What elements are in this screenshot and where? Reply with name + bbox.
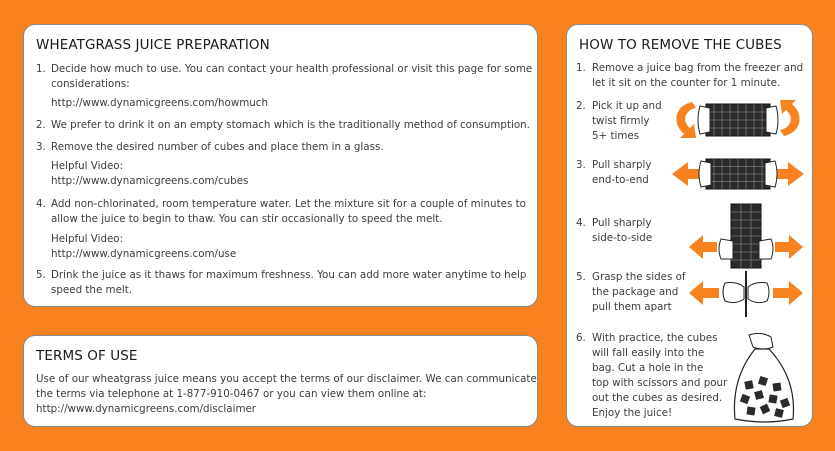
step-number: 3. [36, 141, 46, 153]
step-link[interactable]: Helpful Video: http://www.dynamicgreens.com/use [51, 233, 237, 260]
right-hand-icon [748, 283, 769, 303]
step-text: Pull sharply end-to-end [592, 159, 652, 186]
step-link[interactable]: http://www.dynamicgreens.com/howmuch [51, 97, 268, 109]
left-hand-icon [723, 283, 744, 303]
preparation-title: WHEATGRASS JUICE PREPARATION [36, 37, 270, 53]
right-hand-icon [765, 161, 777, 187]
left-hand-icon [699, 161, 711, 187]
terms-title: TERMS OF USE [36, 348, 138, 364]
step-number: 2. [576, 100, 586, 112]
arrow-right-icon [775, 235, 803, 259]
removal-card [566, 24, 813, 427]
step-number: 5. [576, 271, 586, 283]
arrow-right-icon [773, 281, 803, 305]
step-text: Pick it up and twist firmly 5+ times [592, 100, 662, 142]
step-number: 1. [576, 62, 586, 74]
arrow-left-icon [689, 235, 717, 259]
step-text: Add non-chlorinated, room temperature water. Let the mixture sit for a couple of minutes to allow the juice to begin to thaw. You can stir occasionally to speed the melt. [51, 198, 526, 225]
bag-with-cubes-illustration [727, 333, 801, 425]
step-text: We prefer to drink it on an empty stomach which is the traditionally method of consumption. [51, 119, 530, 131]
step-number: 2. [36, 119, 46, 131]
step-number: 6. [576, 332, 586, 344]
left-hand-icon [698, 106, 710, 134]
step-text: With practice, the cubes will fall easily into the bag. Cut a hole in the top with scissors and pour out the cubes as desired. Enjoy the juice! [592, 332, 728, 419]
preparation-card [23, 24, 538, 307]
right-hand-icon [766, 106, 778, 134]
step-link[interactable]: Helpful Video: http://www.dynamicgreens.com/cubes [51, 160, 249, 187]
step-number: 1. [36, 63, 46, 75]
step-number: 4. [36, 198, 46, 210]
step-number: 4. [576, 217, 586, 229]
terms-card [23, 335, 538, 427]
end-to-end-illustration [670, 154, 806, 194]
step-text: Grasp the sides of the package and pull them apart [592, 271, 686, 313]
arrow-left-icon [672, 162, 700, 186]
twist-arrow-right-icon [780, 100, 800, 136]
step-text: Decide how much to use. You can contact your health professional or visit this page for some considerations: [51, 63, 533, 90]
step-text: Pull sharply side-to-side [592, 217, 653, 244]
left-hand-icon [719, 239, 733, 259]
step-text: Drink the juice as it thaws for maximum freshness. You can add more water anytime to help speed the melt. [51, 269, 527, 296]
twist-arrow-left-icon [676, 102, 696, 138]
step-number: 5. [36, 269, 46, 281]
arrow-left-icon [689, 281, 719, 305]
pull-apart-illustration [687, 269, 805, 319]
step-text: Remove a juice bag from the freezer and let it sit on the counter for 1 minute. [592, 62, 804, 89]
removal-title: HOW TO REMOVE THE CUBES [579, 37, 782, 53]
side-to-side-illustration [687, 201, 805, 271]
step-text: Remove the desired number of cubes and place them in a glass. [51, 141, 384, 153]
arrow-right-icon [776, 162, 804, 186]
twist-illustration [670, 96, 806, 142]
terms-body: Use of our wheatgrass juice means you accept the terms of our disclaimer. We can communicate the terms via telephone at 1-877-910-0467 or you can view them online at: http://www.dynamicgreens.com/disclaimer [36, 373, 537, 415]
right-hand-icon [759, 239, 773, 259]
step-number: 3. [576, 159, 586, 171]
hand-holding-bag-icon [749, 333, 773, 349]
